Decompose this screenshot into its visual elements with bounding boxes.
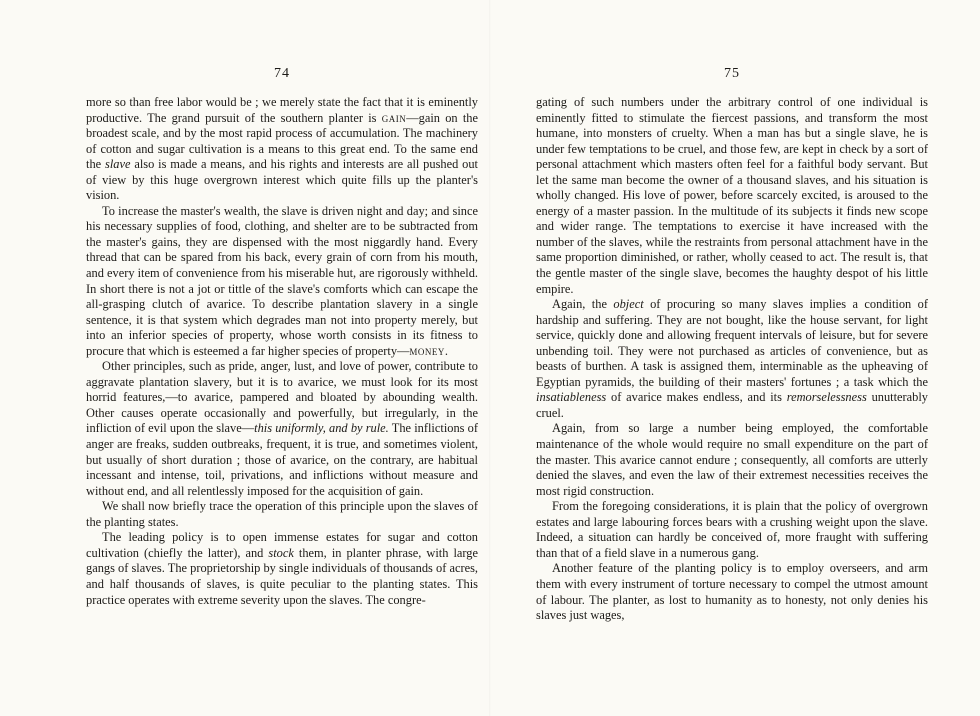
text-run: stock — [268, 545, 294, 560]
text-run: Again, the — [552, 297, 614, 312]
paragraph — [86, 530, 478, 608]
paragraph — [536, 561, 928, 623]
paragraph — [536, 421, 928, 499]
text-run: insatiableness — [536, 390, 607, 405]
text-run: of procuring so many slaves implies a condition of hardship and suffering. They are not bought, like the house servant, for light service, quickly done and allowing frequent intervals of leisure, but for severe unbending toil. They were not purchased as articles of convenience, but as beasts of burthen. A task is assigned them, interminable as the upheaving of Egyptian pyramids, the building of their masters' fortunes ; a task which the — [536, 297, 928, 389]
text-run: We shall now briefly trace the operation of this principle upon the slaves of the planting states. — [86, 499, 478, 529]
page-number-right: 75 — [724, 66, 740, 81]
text-run: remorselessness — [786, 390, 867, 405]
page-number-left: 74 — [274, 66, 290, 81]
text-run: Other principles, such as pride, anger, lust, and love of power, contribute to aggravate plantation slavery, but it is to avarice, we must look for its most horrid features,—to avarice, pampered and bloated by abounding wealth. Other causes operate occasionally and powerfully, but irregularly, in the infliction of evil upon the slave— — [86, 359, 478, 436]
text-run: From the foregoing considerations, it is plain that the policy of overgrown estates and large labouring forces bears with a crushing weight upon the slave. Indeed, a situation can hardly be conceived of, more fraught with suffering than that of a field slave in a numerous gang. — [536, 499, 928, 560]
paragraph — [536, 297, 928, 421]
text-run: of avarice makes endless, and its — [606, 390, 787, 405]
paragraph — [86, 499, 478, 530]
text-run: them, in planter phrase, with large gangs of slaves. The proprietorship by single individuals of thousands of acres, and half thousands of slaves, is quite peculiar to the planting states. This practice operates with extreme severity upon the slaves. The congre- — [86, 545, 478, 607]
right-page-text — [536, 95, 928, 624]
text-run: To increase the master's wealth, the slave is driven night and day; and since his necessary supplies of food, clothing, and shelter are to be subtracted from the master's gains, they are dispensed with the most niggardly hand. Every thread that can be spared from his back, every grain of corn from his mouth, and every item of convenience from his miserable hut, are rigorously withheld. In short there is not a jot or tittle of the slave's comforts which can escape the all-grasping clutch of avarice. To describe plantation slavery in a single sentence, it is that system which degrades man not into property merely, but into an inferior species of property, whose worth consists in its fitness to procure that which is esteemed a far higher species of property— — [86, 203, 478, 358]
text-run: The inflictions of anger are freaks, sudden outbreaks, frequent, it is true, and sometimes violent, but usually of short duration ; those of avarice, on the contrary, are habitual incessant and intense, toil, privations, and inflictions without measure and without end, and all relentlessly imposed for the acquisition of gain. — [86, 421, 478, 498]
text-run: Again, from so large a number being employed, the comfortable maintenance of the whole would require no small expenditure on the part of the master. This avarice cannot endure ; consequently, all comforts are utterly denied the slaves, and even the law of their extremest necessities receives the most rigid construction. — [536, 421, 928, 498]
paragraph — [86, 204, 478, 359]
right-page — [536, 0, 928, 716]
paragraph — [86, 359, 478, 499]
left-page — [86, 0, 478, 716]
text-run: object — [613, 297, 644, 312]
text-run: —gain on the broadest scale, and by the most rapid process of accumulation. The machinery of cotton and sugar cultivation is a means to this great end. To the same end the — [86, 110, 478, 172]
text-run: slave — [105, 157, 131, 172]
text-run: more so than free labor would be ; we merely state the fact that it is eminently productive. The grand pursuit of the southern planter is — [86, 95, 478, 125]
paragraph — [536, 95, 928, 297]
gutter — [489, 0, 491, 716]
text-run: unutterably cruel. — [536, 390, 929, 420]
text-run: also is made a means, and his rights and interests are all pushed out of view by this huge overgrown interest which quite fills up the planter's vision. — [86, 157, 478, 203]
text-run: gain — [381, 110, 407, 125]
text-run: The leading policy is to open immense estates for sugar and cotton cultivation (chiefly the latter), and — [86, 530, 478, 560]
text-run: money. — [409, 343, 449, 358]
text-run: gating of such numbers under the arbitrary control of one individual is eminently fitted to stimulate the fiercest passions, and transform the most humane, into monsters of cruelty. When a man has but a single slave, he is under few temptations to be cruel, and those few, are kept in check by a sort of personal attachment which masters often feel for a faithful body servant. But let the same man become the owner of a thousand slaves, and his situation is wholly changed. His love of power, before scarcely excited, is aroused to the energy of a master passion. In the multitude of its subjects it finds new scope and wider range. The temptations to exercise it have increased with the number of the slaves, while the restraints from personal attachment have in the same proportion diminished, or rather, wholly ceased to act. The result is, that the gentle master of the single slave, becomes the haughty despot of his little empire. — [536, 95, 928, 296]
text-run: Another feature of the planting policy is to employ overseers, and arm them with every instrument of torture necessary to compel the utmost amount of labour. The planter, as lost to humanity as to honesty, not only denies his slaves just wages, — [536, 561, 928, 623]
text-run: this uniformly, and by rule. — [254, 421, 389, 436]
paragraph — [536, 499, 928, 561]
left-page-text — [86, 95, 478, 608]
paragraph — [86, 95, 478, 204]
